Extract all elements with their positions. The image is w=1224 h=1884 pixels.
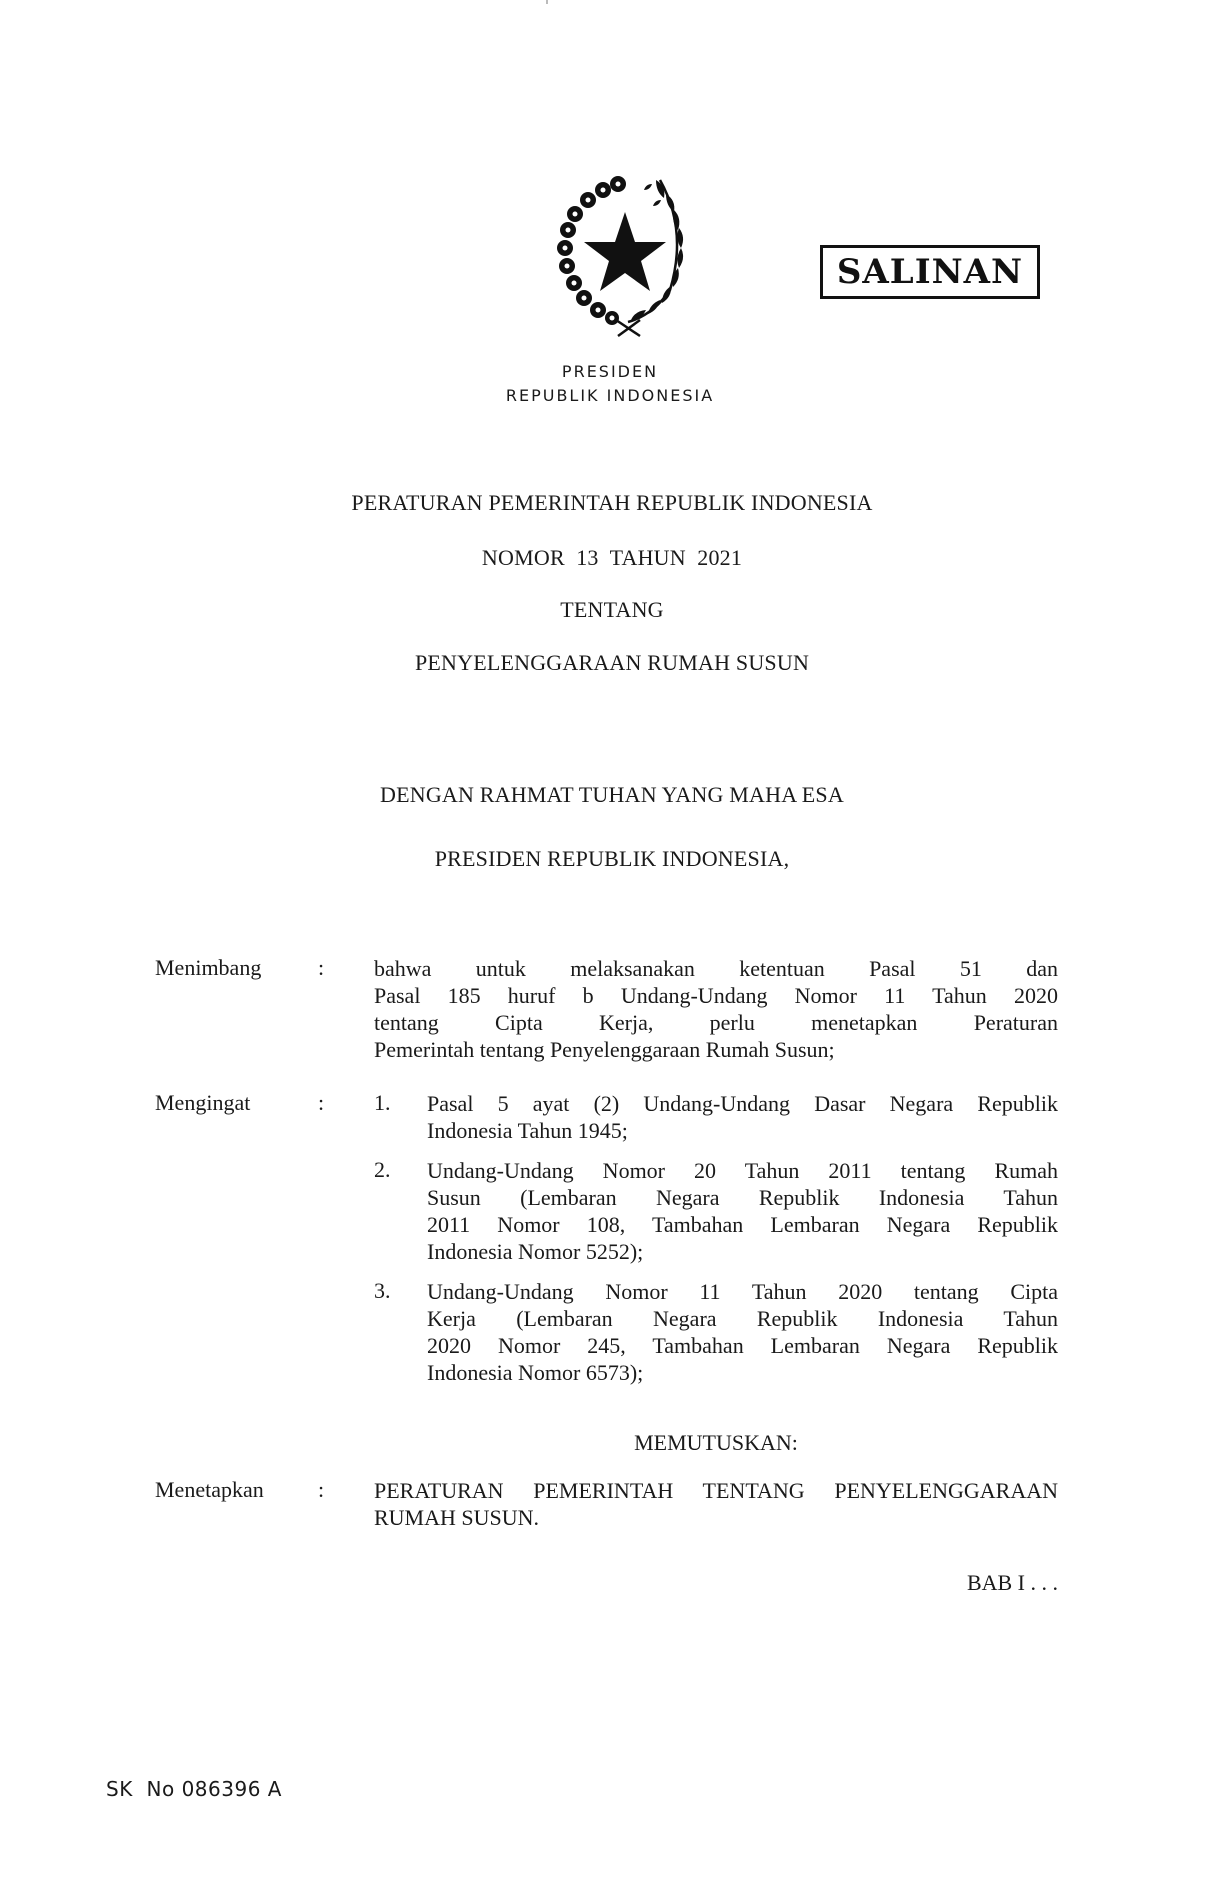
menetapkan-colon: : [318, 1477, 325, 1502]
mengingat-line: Indonesia Tahun 1945; [427, 1118, 628, 1143]
salinan-stamp: SALINAN [820, 245, 1040, 299]
mengingat-line: Kerja (Lembaran Negara Republik Indonesia Tahun [427, 1306, 1058, 1331]
preamble-line1: DENGAN RAHMAT TUHAN YANG MAHA ESA [380, 782, 844, 807]
mengingat-line: 2011 Nomor 108, Tambahan Lembaran Negara Republik [427, 1212, 1058, 1237]
regulation-number: NOMOR 13 TAHUN 2021 [481, 545, 743, 570]
issuer-caption-line1: PRESIDEN [561, 362, 659, 381]
menetapkan-text [374, 1477, 1058, 1531]
regulation-title: PERATURAN PEMERINTAH REPUBLIK INDONESIA [351, 490, 873, 515]
mengingat-line: Undang-Undang Nomor 20 Tahun 2011 tentang Rumah [427, 1158, 1058, 1183]
menimbang-line: Pemerintah tentang Penyelenggaraan Rumah Susun; [374, 1037, 835, 1062]
regulation-subject: PENYELENGGARAAN RUMAH SUSUN [414, 650, 810, 675]
preamble-line2: PRESIDEN REPUBLIK INDONESIA, [434, 846, 790, 871]
mengingat-item-number: 2. [374, 1157, 391, 1182]
presidential-star-emblem-icon [548, 170, 700, 340]
mengingat-line: Indonesia Nomor 5252); [427, 1239, 644, 1264]
regulation-about: TENTANG [560, 597, 664, 622]
menetapkan-line: PERATURAN PEMERINTAH TENTANG PENYELENGGARAAN [374, 1478, 1058, 1503]
menetapkan-label: Menetapkan [155, 1477, 264, 1502]
mengingat-line: 2020 Nomor 245, Tambahan Lembaran Negara Republik [427, 1333, 1058, 1358]
mengingat-line: Indonesia Nomor 6573); [427, 1360, 644, 1385]
menimbang-text [374, 955, 1058, 1063]
mengingat-item-number: 3. [374, 1278, 391, 1303]
mengingat-item-3 [427, 1278, 1058, 1386]
mengingat-item-number: 1. [374, 1090, 391, 1115]
mengingat-line: Undang-Undang Nomor 11 Tahun 2020 tentang Cipta [427, 1279, 1058, 1304]
menimbang-label: Menimbang [155, 955, 262, 980]
scan-mark [546, 0, 548, 4]
issuer-caption-line2: REPUBLIK INDONESIA [505, 386, 715, 405]
menetapkan-line: RUMAH SUSUN. [374, 1505, 540, 1530]
menimbang-colon: : [318, 955, 325, 980]
menimbang-line: Pasal 185 huruf b Undang-Undang Nomor 11 Tahun 2020 [374, 983, 1058, 1008]
mengingat-line: Pasal 5 ayat (2) Undang-Undang Dasar Negara Republik [427, 1091, 1058, 1116]
menimbang-line: tentang Cipta Kerja, perlu menetapkan Peraturan [374, 1010, 1058, 1035]
footer-serial-number: SK No 086396 A [106, 1777, 282, 1801]
menimbang-line: bahwa untuk melaksanakan ketentuan Pasal 51 dan [374, 956, 1058, 981]
next-page-continuation: BAB I . . . [966, 1570, 1058, 1595]
mengingat-item-2 [427, 1157, 1058, 1265]
mengingat-colon: : [318, 1090, 325, 1115]
mengingat-line: Susun (Lembaran Negara Republik Indonesia Tahun [427, 1185, 1058, 1210]
memutuskan-heading: MEMUTUSKAN: [634, 1430, 798, 1455]
mengingat-item-1 [427, 1090, 1058, 1144]
mengingat-label: Mengingat [155, 1090, 251, 1115]
